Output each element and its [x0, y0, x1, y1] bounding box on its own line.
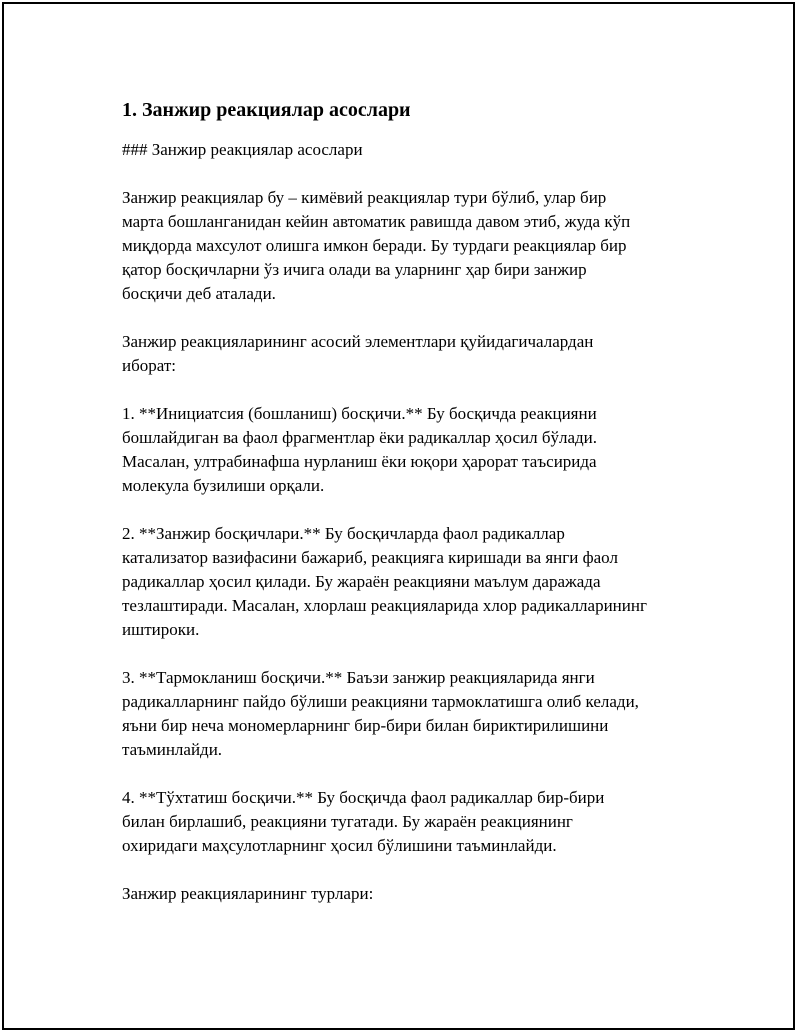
text-line: 2. **Занжир босқичлари.** Бу босқичларда фаол радикаллар [122, 524, 565, 543]
text-line: 1. **Инициатсия (бошланиш) босқичи.** Бу босқичда реакцияни [122, 404, 597, 423]
text-line: иштироки. [122, 620, 200, 639]
text-line: катализатор вазифасини бажариб, реакцияга киришади ва янги фаол [122, 548, 618, 567]
text-line: молекула бузилиши орқали. [122, 476, 325, 495]
paragraph-markdown-subheading [122, 138, 722, 162]
text-line: 4. **Тўхтатиш босқичи.** Бу босқичда фаол радикаллар бир-бири [122, 788, 605, 807]
text-line: радикаллар ҳосил қилади. Бу жараён реакцияни маълум даражада [122, 572, 601, 591]
list-item-chain-steps [122, 522, 722, 642]
paragraph-elements-intro [122, 330, 722, 378]
text-line: охиридаги маҳсулотларнинг ҳосил бўлишини таъминлайди. [122, 836, 557, 855]
text-line: иборат: [122, 356, 177, 375]
list-item-initiation [122, 402, 722, 498]
text-line: марта бошланганидан кейин автоматик равишда давом этиб, жуда кўп [122, 212, 631, 231]
paragraph-types-intro [122, 882, 722, 906]
text-line: тезлаштиради. Масалан, хлорлаш реакцияларида хлор радикалларининг [122, 596, 647, 615]
text-line: Занжир реакцияларининг турлари: [122, 884, 374, 903]
text-line: миқдорда махсулот олишга имкон беради. Бу турдаги реакциялар бир [122, 236, 627, 255]
text-line: таъминлайди. [122, 740, 223, 759]
text-line: Занжир реакциялар бу – кимёвий реакциялар тури бўлиб, улар бир [122, 188, 607, 207]
text-line: Занжир реакцияларининг асосий элементлари қуйидагичалардан [122, 332, 594, 351]
text-line: ### Занжир реакциялар асослари [122, 140, 363, 159]
text-line: қатор босқичларни ўз ичига олади ва уларнинг ҳар бири занжир [122, 260, 587, 279]
text-line: билан бирлашиб, реакцияни тугатади. Бу жараён реакциянинг [122, 812, 573, 831]
list-item-termination [122, 786, 722, 858]
paragraph-definition [122, 186, 722, 306]
section-heading: 1. Занжир реакциялар асослари [122, 99, 411, 121]
document-page [2, 2, 795, 1030]
text-line: яъни бир неча мономерларнинг бир-бири билан бириктирилишини [122, 716, 609, 735]
document-body [122, 96, 722, 930]
text-line: Масалан, ултрабинафша нурланиш ёки юқори ҳарорат таъсирида [122, 452, 597, 471]
text-line: бошлайдиган ва фаол фрагментлар ёки радикаллар ҳосил бўлади. [122, 428, 598, 447]
text-line: радикалларнинг пайдо бўлиши реакцияни тармоклатишга олиб келади, [122, 692, 639, 711]
text-line: 3. **Тармокланиш босқичи.** Баъзи занжир реакцияларида янги [122, 668, 595, 687]
list-item-branching [122, 666, 722, 762]
text-line: босқичи деб аталади. [122, 284, 276, 303]
